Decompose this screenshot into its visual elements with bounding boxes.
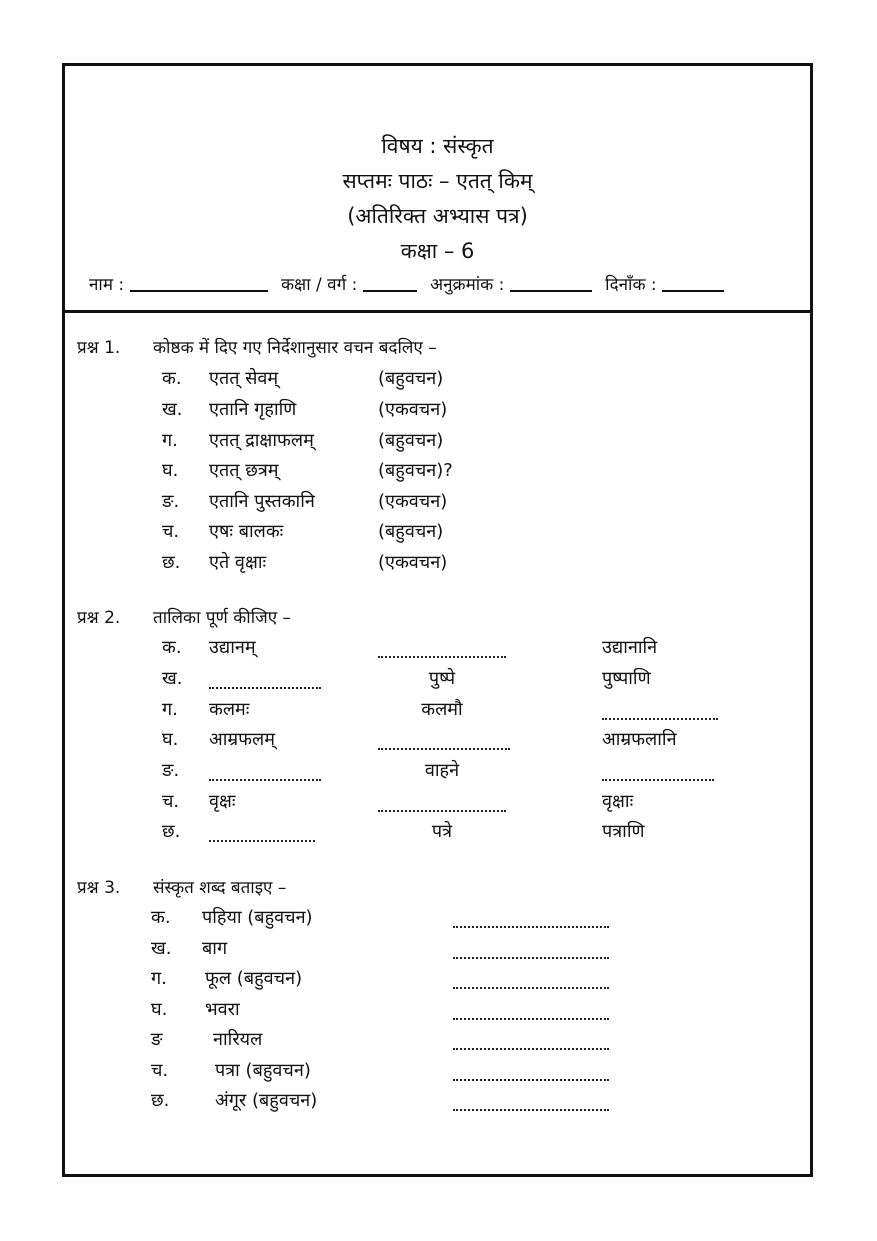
question-2-number: प्रश्न 2. [77,608,121,628]
answer-blank[interactable] [453,926,609,928]
question-3-text: संस्कृत शब्द बताइए – [153,878,287,898]
class-section-label: कक्षा / वर्ग : [280,275,358,295]
list-item-hint: (एकवचन) [378,552,448,573]
table-cell-dual: पुष्पे [428,668,456,689]
date-label: दिनाँक : [605,275,657,295]
table-cell-plural: वृक्षाः [602,791,634,812]
list-item-label: च. [151,1060,169,1081]
list-item: एतत् द्राक्षाफलम् [209,430,314,451]
answer-blank[interactable] [453,957,609,959]
subject-line: विषय : संस्कृत [381,134,494,158]
table-cell-dual: वाहने [424,760,460,781]
answer-blank[interactable] [453,987,609,989]
question-1-number: प्रश्न 1. [77,338,121,358]
sheet-type: (अतिरिक्त अभ्यास पत्र) [347,204,528,228]
student-details [89,272,732,295]
question-3-number: प्रश्न 3. [77,878,121,898]
table-cell-plural: उद्यानानि [602,637,658,658]
list-item: फूल (बहुवचन) [205,968,303,989]
list-item-label: ख. [151,938,172,959]
list-item-label: क. [162,368,182,389]
answer-blank-dual[interactable] [378,748,510,750]
list-item: भवरा [205,999,240,1020]
class-section-blank[interactable] [363,272,417,292]
table-cell-plural: पुष्पाणि [602,668,651,689]
table-row-label: छ. [162,821,181,842]
answer-blank-dual[interactable] [378,810,506,812]
list-item: पत्रा (बहुवचन) [215,1060,311,1081]
list-item-hint: (एकवचन) [378,491,448,512]
answer-blank-plural[interactable] [602,779,714,781]
table-cell-dual: कलमौ [421,699,463,720]
list-item: एतानि पुस्तकानि [209,491,315,512]
question-1-text: कोष्ठक में दिए गए निर्देशानुसार वचन बदलिए – [153,338,437,358]
list-item-label: छ. [151,1090,170,1111]
answer-blank[interactable] [453,1018,609,1020]
list-item: बाग [202,938,228,959]
table-row-label: च. [162,791,180,812]
list-item: एतत् छत्रम् [209,460,279,481]
list-item: एते वृक्षाः [209,552,267,573]
question-1-title [77,335,437,358]
list-item: एतानि गृहाणि [209,399,297,420]
answer-blank-plural[interactable] [602,718,718,720]
list-item-hint: (बहुवचन) [378,430,444,451]
list-item-label: घ. [162,460,179,481]
roll-blank[interactable] [510,272,592,292]
worksheet-header [65,66,810,313]
answer-blank[interactable] [453,1109,609,1111]
answer-blank-singular[interactable] [209,687,321,689]
list-item-label: क. [151,907,171,928]
answer-blank-singular[interactable] [209,840,315,842]
question-2-title [77,605,291,628]
list-item-label: ख. [162,399,183,420]
roll-label: अनुक्रमांक : [430,275,505,295]
list-item-label: छ. [162,552,181,573]
table-row-label: ग. [162,699,178,720]
list-item-label: च. [162,521,180,542]
class-line: कक्षा – 6 [400,239,475,263]
list-item-hint: (एकवचन) [378,399,448,420]
table-cell-dual: पत्रे [431,821,453,842]
date-blank[interactable] [662,272,724,292]
list-item: पहिया (बहुवचन) [202,907,313,928]
list-item-label: ङ [151,1029,163,1050]
question-3-title [77,875,286,898]
table-row-label: ङ. [162,760,180,781]
table-cell-singular: वृक्षः [209,791,236,812]
answer-blank-dual[interactable] [378,656,506,658]
name-blank[interactable] [130,272,268,292]
answer-blank[interactable] [453,1079,609,1081]
question-2-text: तालिका पूर्ण कीजिए – [153,608,292,628]
table-cell-singular: आम्रफलम् [209,729,276,750]
worksheet-frame [62,63,813,1177]
table-row-label: ख. [162,668,183,689]
list-item-hint: (बहुवचन) [378,521,444,542]
list-item: एषः बालकः [209,521,284,542]
table-row-label: क. [162,637,182,658]
answer-blank-singular[interactable] [209,779,321,781]
list-item-label: घ. [151,999,168,1020]
list-item: एतत् सेवम् [209,368,279,389]
list-item-hint: (बहुवचन)? [378,460,453,481]
table-cell-plural: पत्राणि [602,821,645,842]
answer-blank[interactable] [453,1048,609,1050]
list-item: अंगूर (बहुवचन) [215,1090,318,1111]
list-item-label: ग. [151,968,167,989]
table-cell-plural: आम्रफलानि [602,729,677,750]
list-item-label: ग. [162,430,178,451]
table-cell-singular: उद्यानम् [209,637,256,658]
table-cell-singular: कलमः [209,699,250,720]
list-item: नारियल [213,1029,263,1050]
lesson-title: सप्तमः पाठः – एतत् किम् [342,169,533,193]
list-item-hint: (बहुवचन) [378,368,444,389]
name-label: नाम : [89,275,125,295]
table-row-label: घ. [162,729,179,750]
list-item-label: ङ. [162,491,180,512]
